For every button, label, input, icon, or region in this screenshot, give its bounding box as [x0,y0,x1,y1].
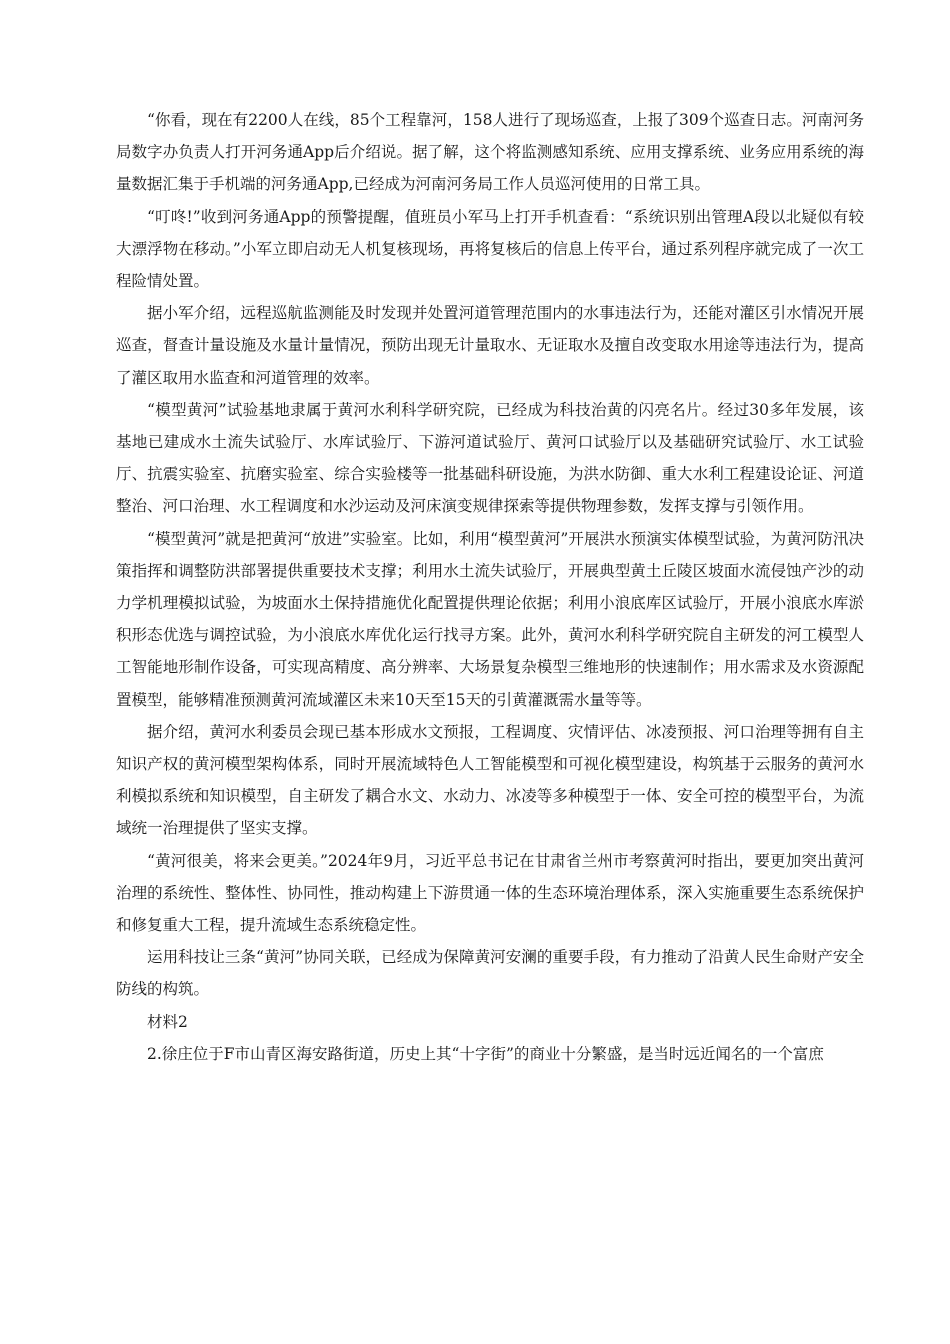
paragraph-7: “黄河很美，将来会更美。”2024年9月，习近平总书记在甘肃省兰州市考察黄河时指出，要更加突出黄河治理的系统性、整体性、协同性，推动构建上下游贯通一体的生态环境治理体系，深入实施重要生态系统保护和修复重大工程，提升流域生态系统稳定性。 [116,851,864,935]
paragraph-3: 据小军介绍，远程巡航监测能及时发现并处置河道管理范围内的水事违法行为，还能对灌区引水情况开展巡查，督查计量设施及水量计量情况，预防出现无计量取水、无证取水及擅自改变取水用途等违法行为，提高了灌区取用水监查和河道管理的效率。 [116,304,864,387]
paragraph-6: 据介绍，黄河水利委员会现已基本形成水文预报，工程调度、灾情评估、冰凌预报、河口治理等拥有自主知识产权的黄河模型架构体系，同时开展流域特色人工智能模型和可视化模型建设，构筑基于云服务的黄河水利模拟系统和知识模型，自主研发了耦合水文、水动力、冰凌等多种模型于一体、安全可控的模型平台，为流域统一治理提供了坚实支撑。 [116,722,864,838]
paragraph-1: “你看，现在有2200人在线，85个工程靠河，158人进行了现场巡查，上报了309个巡查日志。河南河务局数字办负责人打开河务通App后介绍说。据了解，这个将监测感知系统、应用支撑系统、业务应用系统的海量数据汇集于手机端的河务通App,已经成为河南河务局工作人员巡河使用的日常工具。 [116,111,864,194]
paragraph-8: 运用科技让三条“黄河”协同关联，已经成为保障黄河安澜的重要手段，有力推动了沿黄人民生命财产安全防线的构筑。 [116,948,864,999]
document-body [116,104,864,1070]
paragraph-4: “模型黄河”试验基地隶属于黄河水利科学研究院，已经成为科技治黄的闪亮名片。经过30多年发展，该基地已建成水土流失试验厅、水库试验厅、下游河道试验厅、黄河口试验厅以及基础研究试验厅、水工试验厅、抗震实验室、抗磨实验室、综合实验楼等一批基础科研设施，为洪水防御、重大水利工程建设论证、河道整治、河口治理、水工程调度和水沙运动及河床演变规律探索等提供物理参数，发挥支撑与引领作用。 [116,400,864,516]
paragraph-5: “模型黄河”就是把黄河“放进”实验室。比如，利用“模型黄河”开展洪水预演实体模型试验，为黄河防汛决策指挥和调整防洪部署提供重要技术支撑；利用水土流失试验厅，开展典型黄土丘陵区坡面水流侵蚀产沙的动力学机理模拟试验，为坡面水土保持措施优化配置提供理论依据；利用小浪底库区试验厅，开展小浪底水库淤积形态优选与调控试验，为小浪底水库优化运行找寻方案。此外，黄河水利科学研究院自主研发的河工模型人工智能地形制作设备，可实现高精度、高分辨率、大场景复杂模型三维地形的快速制作；用水需求及水资源配置模型，能够精准预测黄河流域灌区未来10天至15天的引黄灌溉需水量等等。 [116,529,864,709]
material-heading: 材料2 [147,1012,188,1031]
paragraph-10: 2.徐庄位于F市山青区海安路街道，历史上其“十字街”的商业十分繁盛，是当时远近闻名的一个富庶 [147,1044,824,1063]
paragraph-2: “叮咚!”收到河务通App的预警提醒，值班员小军马上打开手机查看：“系统识别出管理A段以北疑似有较大漂浮物在移动。”小军立即启动无人机复核现场，再将复核后的信息上传平台，通过系列程序就完成了一次工程险情处置。 [116,207,864,291]
